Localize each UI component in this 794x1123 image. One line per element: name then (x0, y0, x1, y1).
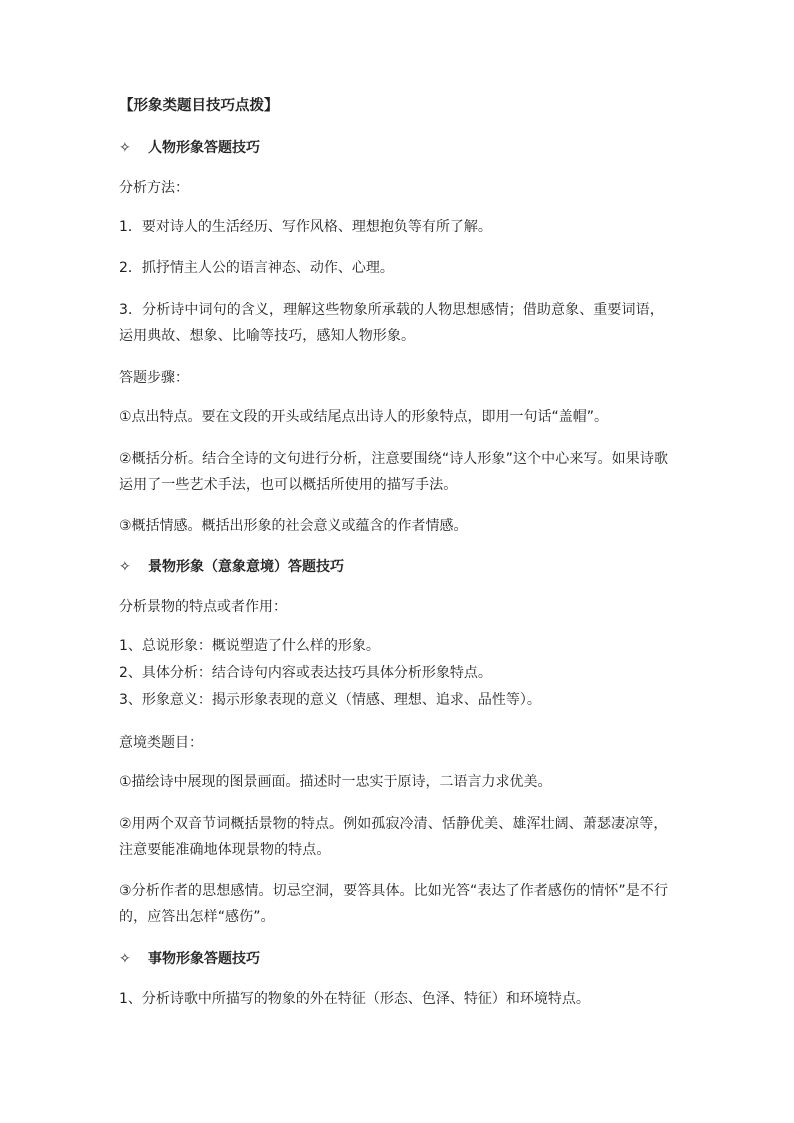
mood-item: ①描绘诗中展现的图景画面。描述时一忠实于原诗，二语言力求优美。 (119, 774, 552, 790)
document-title: 【形象类题目技巧点拨】 (119, 98, 279, 114)
section-heading-object (119, 948, 260, 968)
object-item: 1、分析诗歌中所描写的物象的外在特征（形态、色泽、特征）和环境特点。 (119, 991, 590, 1007)
mood-item: ③分析作者的思想感情。切忌空洞，要答具体。比如光答“表达了作者感伤的情怀”是不行的，应答出怎样“感伤”。 (119, 883, 669, 925)
method-item: 2．抓抒情主人公的语言神态、动作、心理。 (119, 260, 394, 276)
steps-label: 答题步骤： (119, 370, 189, 386)
step-item: ②概括分析。结合全诗的文句进行分析，注意要围绕“诗人形象”这个中心来写。如果诗歌运用了一些艺术手法，也可以概括所使用的描写手法。 (119, 451, 669, 493)
section-heading-person (119, 137, 260, 157)
section-heading-text: 景物形象（意象意境）答题技巧 (148, 559, 344, 575)
diamond-bullet-icon: ✧ (119, 951, 131, 967)
diamond-bullet-icon: ✧ (119, 140, 131, 156)
section-heading-text: 事物形象答题技巧 (148, 951, 260, 967)
section-heading-text: 人物形象答题技巧 (148, 140, 260, 156)
section-heading-scenery (119, 556, 344, 576)
method-item: 1．要对诗人的生活经历、写作风格、理想抱负等有所了解。 (119, 219, 492, 235)
step-item: ①点出特点。要在文段的开头或结尾点出诗人的形象特点，即用一句话“盖帽”。 (119, 409, 609, 425)
method-label: 分析方法： (119, 180, 189, 196)
mood-label: 意境类题目： (119, 735, 203, 751)
scenery-label: 分析景物的特点或者作用： (119, 599, 287, 615)
diamond-bullet-icon: ✧ (119, 559, 131, 575)
method-item: 3．分析诗中词句的含义，理解这些物象所承载的人物思想感情；借助意象、重要词语，运用典故、想象、比喻等技巧，感知人物形象。 (119, 302, 664, 344)
mood-item: ②用两个双音节词概括景物的特点。例如孤寂冷清、恬静优美、雄浑壮阔、萧瑟凄凉等，注意要能准确地体现景物的特点。 (119, 816, 668, 858)
scenery-item: 2、具体分析：结合诗句内容或表达技巧具体分析形象特点。 (119, 665, 492, 681)
scenery-item: 1、总说形象：概说塑造了什么样的形象。 (119, 638, 380, 654)
scenery-item: 3、形象意义：揭示形象表现的意义（情感、理想、追求、品性等）。 (119, 692, 541, 708)
step-item: ③概括情感。概括出形象的社会意义或蕴含的作者情感。 (119, 518, 468, 534)
